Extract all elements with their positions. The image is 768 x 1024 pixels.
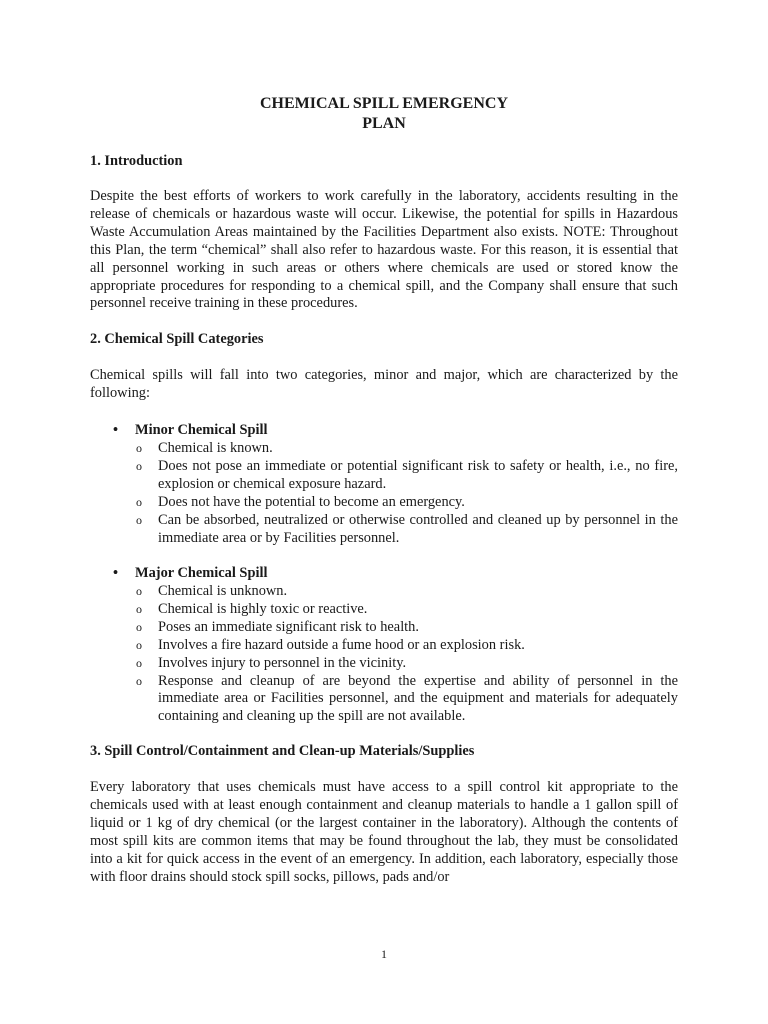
sub-bullet-marker: o: [136, 441, 142, 455]
section-heading-introduction: 1. Introduction: [90, 153, 183, 169]
minor-spill-bullet: [113, 422, 267, 440]
list-item: [136, 601, 678, 619]
list-item-text: Can be absorbed, neutralized or otherwise controlled and cleaned up by personnel in the immediate area or by Facilities personnel.: [158, 511, 678, 546]
list-item: [136, 583, 678, 601]
minor-spill-label: Minor Chemical Spill: [135, 422, 268, 438]
document-title-line-2: PLAN: [362, 115, 406, 132]
sub-bullet-marker: o: [136, 619, 142, 634]
introduction-paragraph: Despite the best efforts of workers to work carefully in the laboratory, accidents resulting in the release of chemicals or hazardous waste will occur. Likewise, the potential for spills in Hazardous Waste Accumulation Areas maintained by the Facilities Department also exists. NOTE: Throughout this Plan, the term “chemical” shall also refer to hazardous waste. For this reason, it is essential that all personnel working in such areas or others where chemicals are used or stored know the appropriate procedures for responding to a chemical spill, and the Company shall ensure that such personnel receive training in these procedures.: [90, 188, 678, 312]
categories-paragraph: Chemical spills will fall into two categories, minor and major, which are characterized by the following:: [90, 367, 678, 401]
sub-bullet-marker: o: [136, 637, 142, 652]
list-item-text: Response and cleanup of are beyond the expertise and ability of personnel in the immediate area or Facilities personnel, and the equipment and materials for adequately containing and cleaning up the spill are not available.: [158, 672, 678, 725]
list-item-text: Involves a fire hazard outside a fume hood or an explosion risk.: [158, 636, 525, 653]
list-item-text: Chemical is highly toxic or reactive.: [158, 600, 368, 617]
major-spill-criteria-list: [136, 583, 678, 726]
list-item-text: Poses an immediate significant risk to health.: [158, 618, 419, 635]
sub-bullet-marker: o: [136, 512, 142, 527]
list-item-text: Does not pose an immediate or potential significant risk to safety or health, i.e., no fire, explosion or chemical exposure hazard.: [158, 457, 678, 492]
list-item-text: Does not have the potential to become an emergency.: [158, 493, 465, 510]
list-item-text: Involves injury to personnel in the vicinity.: [158, 654, 407, 671]
list-item: [136, 494, 678, 512]
list-item: [136, 655, 678, 673]
document-title-line-1: CHEMICAL SPILL EMERGENCY: [259, 95, 509, 112]
section-heading-categories: 2. Chemical Spill Categories: [90, 331, 264, 347]
minor-spill-criteria-list: [136, 440, 678, 547]
spill-control-paragraph: Every laboratory that uses chemicals must have access to a spill control kit appropriate to the chemicals used with at least enough containment and cleanup materials to handle a 1 gallon spill of liquid or 1 kg of dry chemical (or the largest container in the laboratory). Although the contents of most spill kits are common items that may be found throughout the lab, they must be consolidated into a kit for quick access in the event of an emergency. In addition, each laboratory, especially those with floor drains should stock spill socks, pillows, pads and/or: [90, 779, 678, 885]
list-item: [136, 673, 678, 727]
bullet-dot: •: [113, 422, 119, 438]
list-item-text: Chemical is unknown.: [158, 583, 288, 599]
section-heading-spill-control: 3. Spill Control/Containment and Clean-up Materials/Supplies: [90, 743, 475, 759]
list-item: [136, 512, 678, 548]
sub-bullet-marker: o: [136, 584, 142, 598]
major-spill-label: Major Chemical Spill: [135, 565, 268, 581]
sub-bullet-marker: o: [136, 673, 142, 688]
list-item: [136, 637, 678, 655]
list-item: [136, 440, 678, 458]
list-item-text: Chemical is known.: [158, 440, 273, 456]
list-item: [136, 458, 678, 494]
sub-bullet-marker: o: [136, 601, 142, 616]
list-item: [136, 619, 678, 637]
sub-bullet-marker: o: [136, 655, 142, 670]
major-spill-bullet: [113, 565, 267, 583]
sub-bullet-marker: o: [136, 458, 142, 473]
page-number: 1: [381, 947, 387, 961]
bullet-dot: •: [113, 565, 119, 581]
sub-bullet-marker: o: [136, 494, 142, 509]
